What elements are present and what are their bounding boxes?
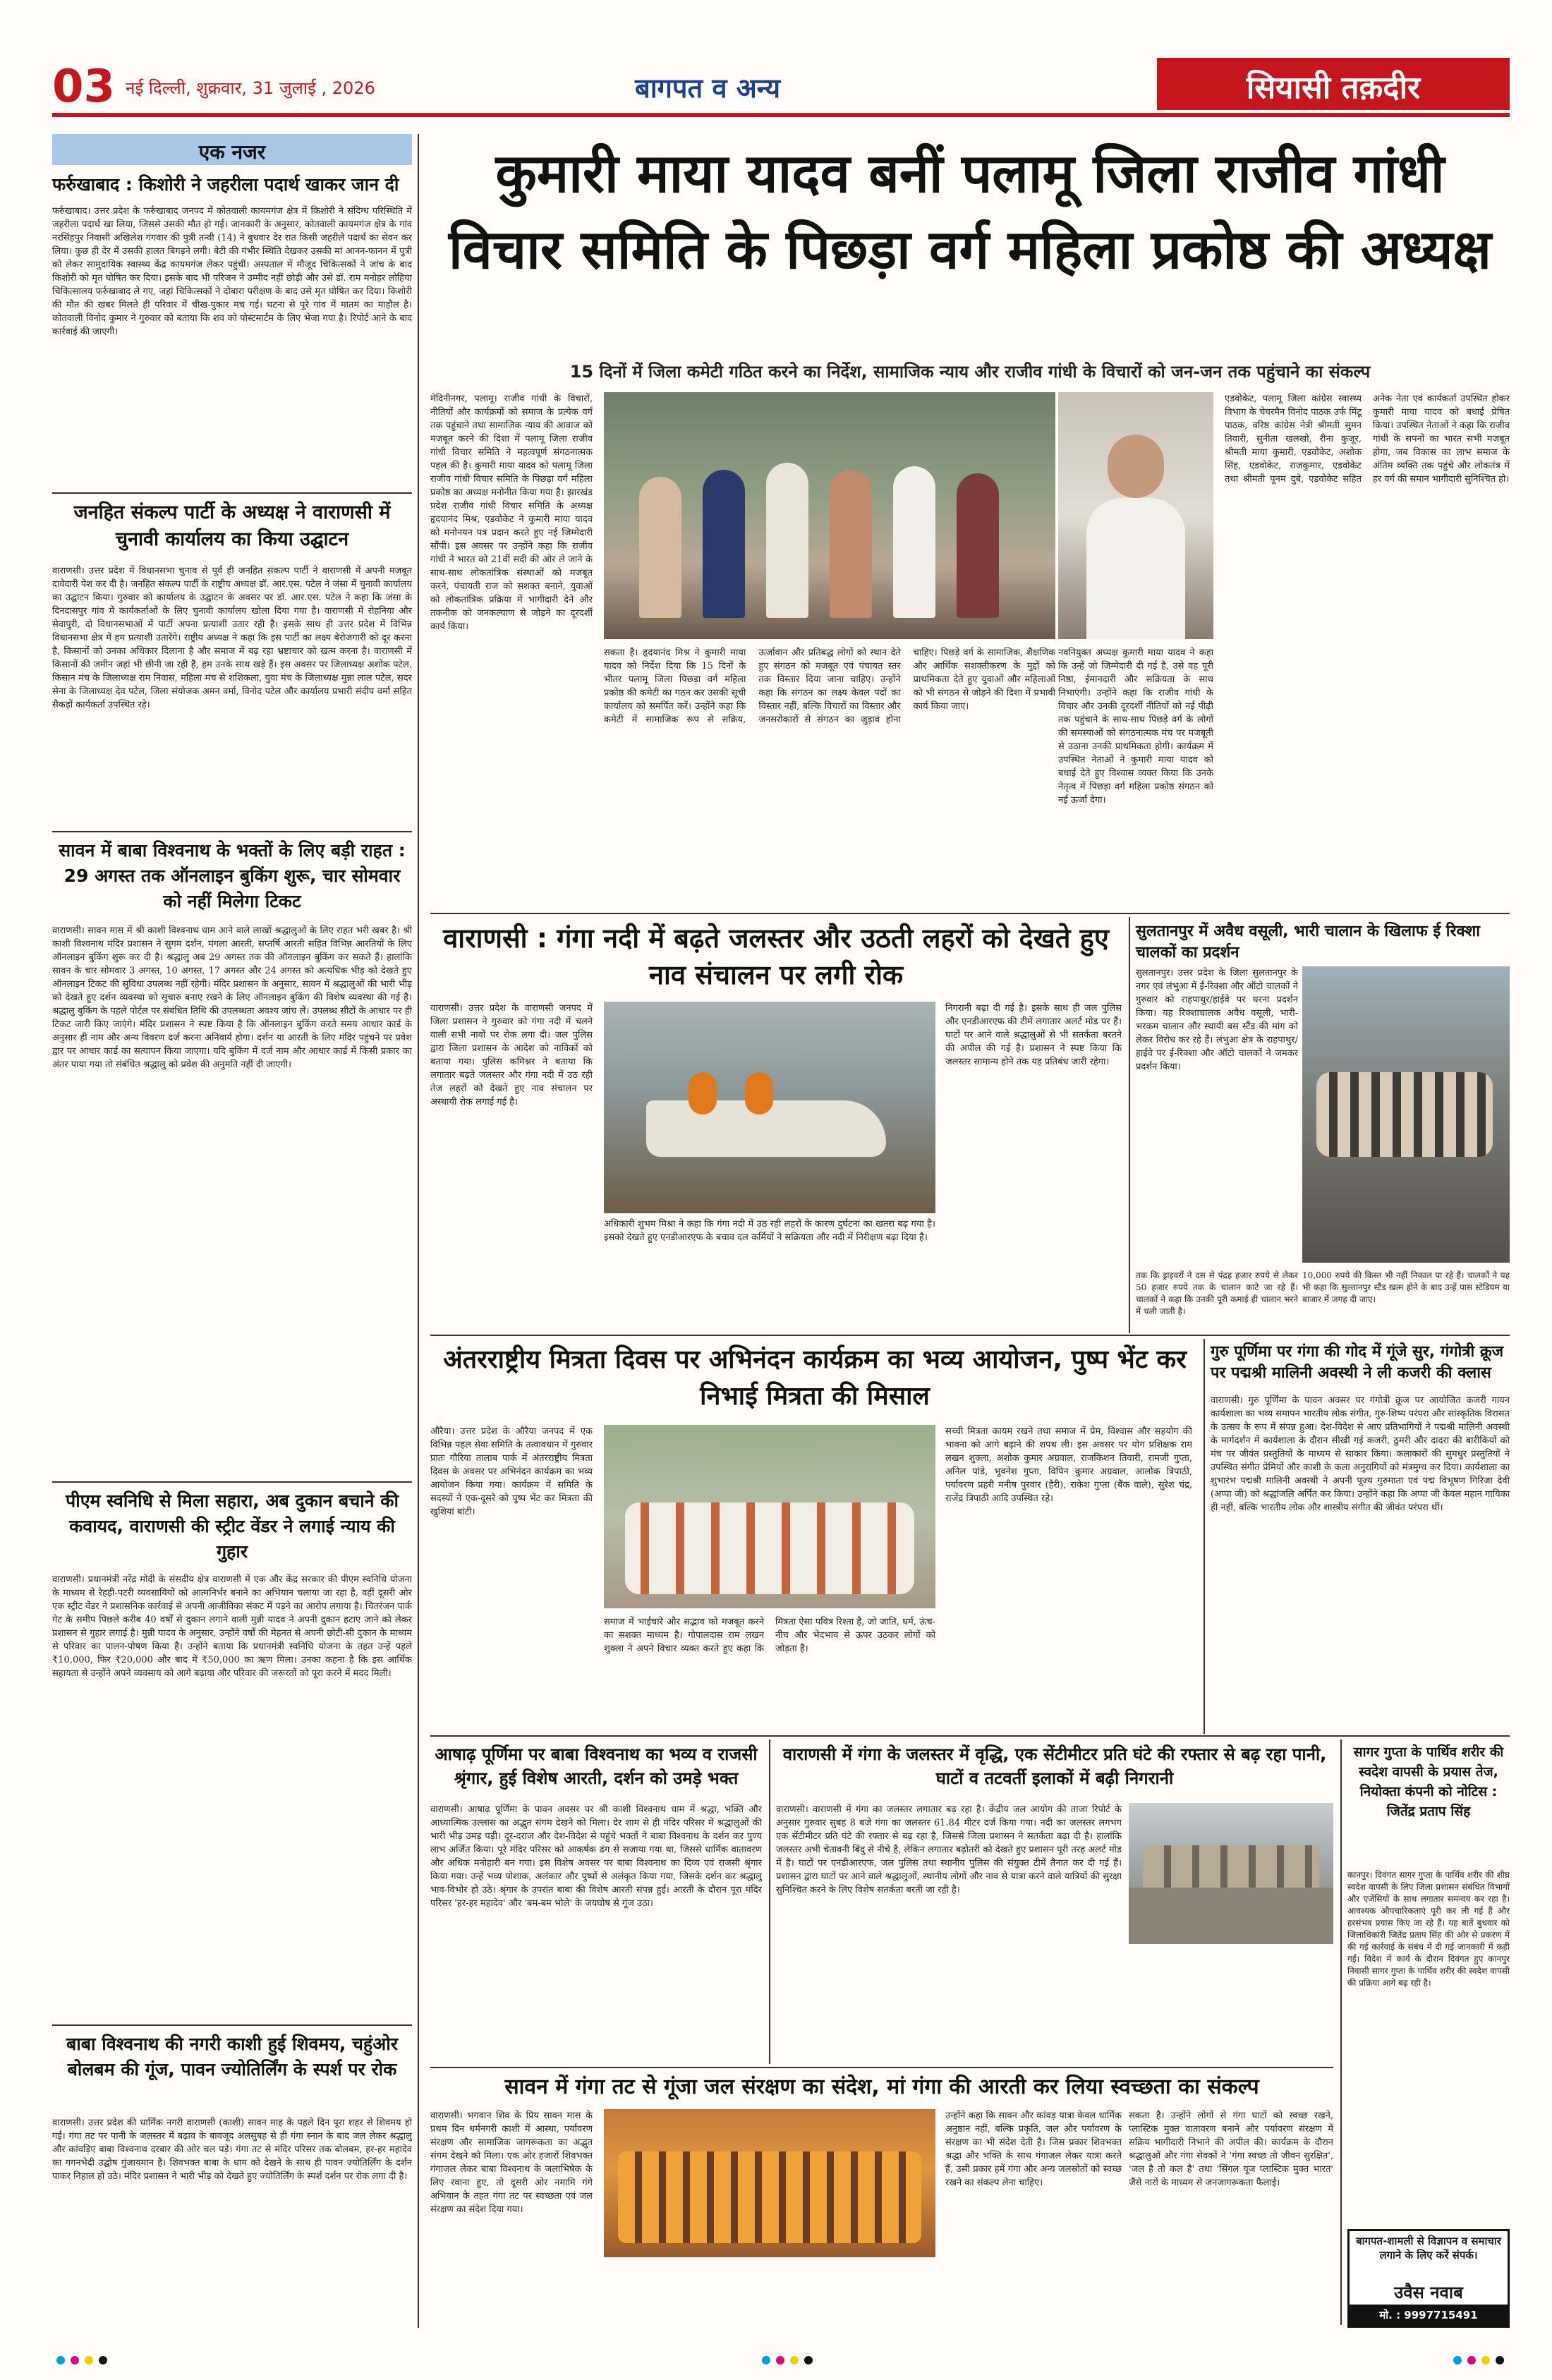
ganga-boat-headline: वाराणसी : गंगा नदी में बढ़ते जलस्तर और उठती लहरों को देखते हुए नाव संचालन पर लगी रोक [443,923,1109,990]
sawan-photo [604,2109,935,2257]
contact-text: बागपत-शामली से विज्ञापन व समाचार लगाने के लिए करें संपर्क। [1356,2235,1501,2261]
column-divider [1204,1339,1205,1734]
column-divider [769,1740,770,2064]
ganga-level-body: वाराणसी। वाराणसी में गंगा का जलस्तर लगातार बढ़ रहा है। केंद्रीय जल आयोग की ताजा रिपोर्ट के अनुसार गुरुवार सुबह 8 बजे गंगा का जलस्तर 61.84 मीटर दर्ज किया गया। नदी का जलस्तर लगभग एक सेंटीमीटर प्रति घंटे की रफ्तार से बढ़ रहा है, जिससे जिला प्रशासन ने सतर्कता बढ़ा दी है। हालांकि जलस्तर अभी चेतावनी बिंदु से नीचे है, लेकिन लगातार बढ़ोतरी को देखते हुए प्रशासन पूरी तरह अलर्ट मोड में है। घाटों पर एनडीआरएफ, जल पुलिस तथा स्थानीय पुलिस की संयुक्त टीमें तैनात कर दी गई हैं। प्रशासन द्वारा घाटों पर आने वाले श्रद्धालुओं, स्थानीय लोगों और नाव से यात्रा करने वाले यात्रियों की सुरक्षा सुनिश्चित करने के लिए विशेष सतर्कता बरती जा रही है। [776,1804,1122,1895]
ek-nazar-label: एक नजर [198,140,266,164]
lead-photo [604,392,1055,639]
story-headline: बाबा विश्वनाथ की नगरी काशी हुई शिवमय, चहुंओर बोलबम की गूंज, पावन ज्योतिर्लिंग के स्पर्श पर रोक [66,2034,398,2080]
mitrata-body-2: सच्ची मित्रता कायम रखने तथा समाज में प्रेम, विश्वास और सहयोग की भावना को आगे बढ़ाने की शपथ ली। इस अवसर पर योग प्रशिक्षक राम लखन शुक्ला, अशोक कुमार अग्रवाल, राजकिशन तिवारी, रामजी गुप्ता, अनिल पांडे, भुवनेश गुप्ता, विपिन कुमार अग्रवाल, आलोक त्रिपाठी, पर्यावरण प्रहरी मनीष पुरवार (हैरी), राकेश गुप्ता (बैंक वाले), सुरेश चंद्र, राजेंद्र त्रिपाठी आदि उपस्थित रहे। [945,1426,1192,1504]
sultanpur-body-1: सुलतानपुर। उत्तर प्रदेश के जिला सुलतानपुर के नगर एवं लंभुआ में ई-रिक्शा और ऑटो चालकों ने गुरुवार को राहपाथुर/हाईवे पर धरना प्रदर्शन किया। यह रिक्शाचालक अवैध वसूली, भारी-भरकम चालान और स्थायी बस स्टैंड की मांग को लेकर विरोध कर रहे हैं। लंभुआ क्षेत्र के राहपाथुर/हाईवे पर ई-रिक्शा और ऑटो चालकों ने जमकर प्रदर्शन किया। [1136,968,1298,1072]
lead-headline-line1: कुमारी माया यादव बनीं पलामू जिला राजीव गांधी [495,142,1445,205]
ganga-boat-body-1: वाराणसी। उत्तर प्रदेश के वाराणसी जनपद में जिला प्रशासन ने गुरुवार को गंगा नदी में चलने वाली सभी नावों पर रोक लगा दी। जल पुलिस द्वारा जिला प्रशासन के आदेश को नाविकों को बताया गया। पुलिस कमिश्नर ने बताया कि लगातार बढ़ते जलस्तर और गंगा नदी में उठ रही तेज लहरों को देखते हुए नाव संचालन पर अस्थायी रोक लगाई गई है। [430,1003,593,1107]
lead-photo-portrait [1058,392,1213,639]
divider [52,831,412,832]
contact-box [1347,2229,1510,2328]
sawan-ganga-body-1: वाराणसी। भगवान शिव के प्रिय सावन मास के प्रथम दिन धर्मनगरी काशी में आस्था, पर्यावरण संरक्षण और सामाजिक जागरूकता का अद्भुत संगम देखने को मिला। एक ओर हजारों शिवभक्त गंगाजल लेकर बाबा विश्वनाथ के जलाभिषेक के लिए रवाना हुए, तो दूसरी ओर नमामि गंगे अभियान के तहत गंगा तट पर स्वच्छता एवं जल संरक्षण का संदेश दिया गया। [430,2111,593,2215]
ek-nazar-headline: फर्रुखाबाद : किशोरी ने जहरीला पदार्थ खाकर जान दी [52,174,399,195]
lead-col-2: सकता है। हृदयानंद मिश्र ने कुमारी माया यादव को निर्देश दिया कि 15 दिनों के भीतर पलामू जिला पिछड़ा वर्ग महिला प्रकोष्ठ की कमेटी का गठन कर उसकी सूची कार्यालय को समर्पित करें। उन्होंने कहा कि कमेटी में सामाजिक रूप से सक्रिय, ऊर्जावान और प्रतिबद्ध लोगों को स्थान देते हुए संगठन को मजबूत एवं पंचायत स्तर तक विस्तार दिया जाना चाहिए। उन्होंने कहा कि संगठन का लक्ष्य केवल पदों का विस्तार नहीं, बल्कि विचारों का विस्तार और जनसरोकारों से संगठन का जुड़ाव होना चाहिए। पिछड़े वर्ग के सामाजिक, शैक्षणिक और आर्थिक सशक्तीकरण के मुद्दों को प्राथमिकता देते हुए युवाओं और महिलाओं को भी संगठन से जोड़ने की दिशा में प्रभावी कार्य किया जाए। [604,648,1055,725]
ganga-level-headline: वाराणसी में गंगा के जलस्तर में वृद्धि, एक सेंटीमीटर प्रति घंटे की रफ्तार से बढ़ रहा पानी, घाटों व तटवर्ती इलाकों में बढ़ी निगरानी [782,1744,1327,1788]
lead-headline-line2: विचार समिति के पिछड़ा वर्ग महिला प्रकोष्ठ की अध्यक्ष [448,218,1492,281]
divider [52,2024,412,2026]
ashadh-headline: आषाढ़ पूर्णिमा पर बाबा विश्वनाथ का भव्य व राजसी श्रृंगार, हुई विशेष आरती, दर्शन को उमड़े भक्त [435,1744,758,1788]
story-headline: सावन में बाबा विश्वनाथ के भक्तों के लिए बड़ी राहत : 29 अगस्त तक ऑनलाइन बुकिंग शुरू, चार सोमवार को नहीं मिलेगा टिकट [59,840,406,911]
lead-col-3: नवनियुक्त अध्यक्ष कुमारी माया यादव ने कहा कि उन्हें जो जिम्मेदारी दी गई है, उसे वह पूरी निष्ठा, ईमानदारी और सक्रियता के साथ निभाएंगी। उन्होंने कहा कि राजीव गांधी के विचार और उनकी दूरदर्शी नीतियों को नई पीढ़ी तक पहुंचाने के साथ-साथ पिछड़े वर्ग के लोगों की समस्याओं को संगठनात्मक मंच पर मजबूती से उठाना उनकी प्राथमिकता होगी। कार्यक्रम में उपस्थित नेताओं ने कुमारी माया यादव को बधाई देते हुए विश्वास व्यक्त किया कि उनके नेतृत्व में पिछड़ा वर्ग महिला प्रकोष्ठ संगठन को नई ऊर्जा देगा। [1058,648,1213,806]
contact-mobile: मो. : 9997715491 [1350,2305,1508,2326]
story-body: वाराणसी। प्रधानमंत्री नरेंद्र मोदी के संसदीय क्षेत्र वाराणसी में एक और केंद्र सरकार की पीएम स्वनिधि योजना के माध्यम से रेहड़ी-पटरी व्यवसायियों को आत्मनिर्भर बनाने का अभियान चलाया जा रहा है, वहीं दूसरी ओर एक स्ट्रीट वेंडर ने प्रशासनिक कार्रवाई से अपनी आजीविका संकट में पड़ने का आरोप लगाया है। चितरंजन पार्क गेट के समीप पिछले करीब 40 वर्षों से दुकान लगाने वाली मुन्नी यादव ने अपनी दुकान हटाए जाने को लेकर प्रशासन से गुहार लगाई है। मुन्नी यादव के अनुसार, उन्होंने वर्षों की मेहनत से अपनी छोटी-सी दुकान के माध्यम से परिवार का पालन-पोषण किया है। उन्होंने बताया कि प्रधानमंत्री स्वनिधि योजना के तहत उन्हें पहले ₹10,000, फिर ₹20,000 और बाद में ₹50,000 का ऋण मिला। उनका कहना है कि इस आर्थिक सहायता से उन्होंने अपने व्यवसाय को आगे बढ़ाया और परिवार की जरूरतों को पूरा करने में मदद मिली। [52,1574,412,1679]
divider [52,1481,412,1483]
story-body: वाराणसी। उत्तर प्रदेश की धार्मिक नगरी वाराणसी (काशी) सावन माह के पहले दिन पूरा शहर से शिवमय हो गई। गंगा तट पर पानी के जलस्तर में बढ़ाव के बावजूद अलसुबह से ही गंगा स्नान के बाद जल लेकर श्रद्धालु और कांवड़िए बाबा विश्वनाथ दरबार की ओर चल पड़े। गंगा तट से मंदिर परिसर तक बोलबम, हर-हर महादेव का गगनभेदी उद्घोष गुंजायमान है। शिवभक्त बाबा के धाम को देखने के साथ ही पावन ज्योतिर्लिंग के दर्शन पाकर निहाल हो उठे। मंदिर प्रशासन ने भारी भीड़ को देखते हुए ज्योतिर्लिंग के स्पर्श दर्शन पर रोक लगा दी है। [52,2118,412,2182]
story-body: वाराणसी। सावन मास में श्री काशी विश्वनाथ धाम आने वाले लाखों श्रद्धालुओं के लिए राहत भरी खबर है। श्री काशी विश्वनाथ मंदिर प्रशासन ने सुगम दर्शन, मंगला आरती, सप्तर्षि आरती सहित विभिन्न आरतियों के लिए ऑनलाइन बुकिंग शुरू कर दी है। श्रद्धालु अब 29 अगस्त तक की ऑनलाइन बुकिंग कर सकते हैं। हालांकि सावन के चार सोमवार 3 अगस्त, 10 अगस्त, 17 अगस्त और 24 अगस्त को अत्यधिक भीड़ को देखते हुए ऑनलाइन टिकट की सुविधा उपलब्ध नहीं रहेगी। मंदिर प्रशासन के अनुसार, सावन में श्रद्धालुओं की भारी भीड़ को देखते हुए दर्शन व्यवस्था को सुचारु बनाए रखने के लिए ऑनलाइन बुकिंग की विशेष व्यवस्था की गई है। श्रद्धालु बुकिंग के पहले पोर्टल पर संबंधित तिथि की उपलब्धता अवश्य जांच लें। उपलब्ध सीटों के आधार पर ही टिकट जारी किए जाएंगे। मंदिर प्रशासन ने स्पष्ट किया है कि ऑनलाइन बुकिंग करते समय आधार कार्ड के अनुसार ही नाम और अन्य विवरण दर्ज करना अनिवार्य होगा। दर्शन या आरती के लिए मंदिर पहुंचने पर प्रवेश द्वार पर आधार कार्ड का सत्यापन किया जाएगा। यदि बुकिंग में दर्ज नाम और आधार कार्ड में किसी प्रकार का अंतर पाया गया तो संबंधित श्रद्धालु को प्रवेश की अनुमति नहीं दी जाएगी। [52,925,412,1070]
lead-strap: 15 दिनों में जिला कमेटी गठित करने का निर्देश, सामाजिक न्याय और राजीव गांधी के विचारों को जन-जन तक पहुंचाने का संकल्प [569,362,1371,382]
lead-col-1: मेदिनीनगर, पलामू। राजीव गांधी के विचारों, नीतियों और कार्यक्रमों को समाज के प्रत्येक वर्ग तक पहुंचाने तथा सामाजिक न्याय की आवाज को मजबूत करने की दिशा में पलामू जिला राजीव गांधी विचार समिति ने महत्वपूर्ण संगठनात्मक पहल की है। कुमारी माया यादव को पलामू जिला राजीव गांधी विचार समिति के पिछड़ा वर्ग महिला प्रकोष्ठ का अध्यक्ष मनोनीत किया गया है। झारखंड प्रदेश राजीव गांधी विचार समिति के अध्यक्ष हृदयानंद मिश्र, एडवोकेट ने कुमारी माया यादव को मनोनयन पत्र प्रदान करते हुए नई जिम्मेदारी सौंपी। इस अवसर पर उन्होंने कहा कि राजीव गांधी ने भारत को 21वीं सदी की ओर ले जाने के साथ-साथ लोकतांत्रिक संस्थाओं को मजबूत करने, पंचायती राज को सशक्त बनाने, युवाओं को लोकतांत्रिक प्रक्रिया में भागीदारी देने और तकनीक को जनकल्याण से जोड़ने का दूरदर्शी कार्य किया। [430,394,593,632]
ek-nazar-body: फर्रुखाबाद। उत्तर प्रदेश के फर्रुखाबाद जनपद में कोतवाली कायमगंज क्षेत्र में किशोरी ने संदिग्ध परिस्थिति में जहरीला पदार्थ खा लिया, जिससे उसकी मौत हो गई। जानकारी के अनुसार, कोतवाली कायमगंज क्षेत्र के गांव नरसिंहपुर निवासी अखिलेश गंगवार की पुत्री तन्वी (14) ने बुधवार देर रात किसी जहरीले पदार्थ का सेवन कर लिया। कुछ ही देर में उसकी हालत बिगड़ने लगी। बेटी की गंभीर स्थिति देखकर उसकी मां आनन-फानन में पुत्री को लेकर सामुदायिक स्वास्थ्य केंद्र कायमगंज लेकर पहुंचीं। अस्पताल में मौजूद चिकित्सकों ने जांच के बाद किशोरी को मृत घोषित कर दिया। इसके बाद भी परिजन ने उम्मीद नहीं छोड़ी और उसे डॉ. राम मनोहर लोहिया चिकित्सालय फर्रुखाबाद ले गए, जहां चिकित्सकों ने दोबारा परीक्षण के बाद उसे मृत घोषित कर दिया। किशोरी की मौत की खबर मिलते ही परिवार में चीख-पुकार मच गई। घटना से पूरे गांव में मातम का माहौल है। कोतवाली विनोद कुमार ने गुरुवार को बताया कि शव को पोस्टमार्टम के लिए भेजा गया है। रिपोर्ट आने के बाद कार्रवाई की जाएगी। [52,206,412,337]
story-body: वाराणसी। उत्तर प्रदेश में विधानसभा चुनाव से पूर्व ही जनहित संकल्प पार्टी ने वाराणसी में अपनी मजबूत दावेदारी पेश कर दी है। जनहित संकल्प पार्टी के राष्ट्रीय अध्यक्ष डॉ. आर.एस. पटेल ने जंसा में चुनावी कार्यालय का उद्घाटन किया। गुरुवार को कार्यालय के उद्घाटन के अवसर पर डॉ. आर.एस. पटेल ने कहा कि जंसा के दिनदासपुर गांव में कार्यकर्ताओं के लिए चुनावी कार्यालय खोला दिया गया है। वाराणसी में रोहनिया और सेवापुरी, दो विधानसभाओं में पार्टी अपना प्रत्याशी उतार रही है। इसके साथ ही उत्तर प्रदेश में विभिन्न विधानसभा क्षेत्र में हम प्रत्याशी उतारेंगे। राष्ट्रीय अध्यक्ष ने कहा कि इस पार्टी का लक्ष्य बेरोजगारी को दूर करना है, किसानों को उनका अधिकार दिलाना है और समाज में बढ़ रहा भ्रष्टाचार को खत्म करना है। वाराणसी में किसानों की जमीन जहां भी छीनी जा रही है, हम उनके साथ खड़े हैं। इस अवसर पर जिलाध्यक्ष अशोक पटेल, किसान मंच के जिलाध्यक्ष राम निवास, महिला मंच से शशिकला, युवा मंच के जिलाध्यक्ष मुन्ना लाल पटेल, सदर सेना के जिलाध्यक्ष देव पटेल, जिला संयोजक अमन वर्मा, विनोद पटेल और कार्यालय प्रभारी संदीप वर्मा सहित सैकड़ों कार्यकर्ता उपस्थित रहे। [52,566,412,710]
print-registration-marks [56,2353,1510,2367]
mitrata-photo [604,1425,935,1608]
ganga-boat-body-3: अधिकारी शुभम मिश्रा ने कहा कि गंगा नदी में उठ रही लहरों के कारण दुर्घटना का खतरा बढ़ गया है। इसको देखते हुए एनडीआरएफ के बचाव दल कर्मियों ने सक्रियता और नदी में निरीक्षण बढ़ा दिया है। [604,1219,935,1243]
story-headline: पीएम स्वनिधि से मिला सहारा, अब दुकान बचाने की कवायद, वाराणसी की स्ट्रीट वेंडर ने लगाई न्याय की गुहार [66,1490,399,1562]
mitrata-headline: अंतरराष्ट्रीय मित्रता दिवस पर अभिनंदन कार्यक्रम का भव्य आयोजन, पुष्प भेंट कर निभाई मित्रता की मिसाल [443,1345,1187,1411]
sultanpur-body-3: 10,000 रुपये की किस्त भी नहीं निकाल पा रहे हैं। चालकों ने यह भी कहा कि सुल्तानपुर स्टैंड खत्म होने के बाद उन्हें पास स्टेडियम या बाजार में जगह दी जाए। [1302,1270,1510,1304]
sultanpur-body-2: तक कि ड्राइवरों ने दस से पंद्रह हजार रुपये से लेकर 50 हजार रुपये तक के चालान काटे जा रहे हैं। चालकों ने कहा कि उनकी पूरी कमाई ही चालान भरने में चली जाती है। [1136,1270,1298,1316]
divider [430,1735,1510,1737]
divider [430,1335,1510,1336]
lead-col-4: एडवोकेट, पलामू जिला कांग्रेस स्वास्थ्य विभाग के चेयरमैन विनोद पाठक उर्फ मिंटू पाठक, वरिष्ठ कांग्रेस नेत्री श्रीमती सुमन तिवारी, सुनीता खलखो, रीना कुजूर, श्रीमती माया कुमारी, एडवोकेट, अशोक सिंह, एडवोकेट, राजकुमार, एडवोकेट तथा श्रीमती पूनम दुबे, एडवोकेट सहित अनेक नेता एवं कार्यकर्ता उपस्थित होकर कुमारी माया यादव को बधाई प्रेषित किया। उपस्थित नेताओं ने कहा कि राजीव गांधी के सपनों का भारत सभी मजबूत होगा, जब विकास का लाभ समाज के अंतिम व्यक्ति तक पहुंचे और लोकतंत्र में हर वर्ग की समान भागीदारी सुनिश्चित हो। [1225,394,1510,485]
masthead [0,0,1552,141]
protest-photo [1302,966,1510,1263]
mitrata-body-1: औरैया। उत्तर प्रदेश के औरैया जनपद में एक विभिन्न पहल सेवा समिति के तत्वावधान में गुरुवार प्रातः गौरिया तालाब पार्क में अंतरराष्ट्रीय मित्रता दिवस के अवसर पर अभिनंदन कार्यक्रम का भव्य आयोजन किया गया। कार्यक्रम में समिति के सदस्यों ने एक-दूसरे को पुष्प भेंट कर मित्रता की खुशियां बांटी। [430,1426,593,1517]
left-column [52,134,412,2321]
sawan-ganga-body-2: उन्होंने कहा कि सावन और कांवड़ यात्रा केवल धार्मिक अनुष्ठान नहीं, बल्कि प्रकृति, जल और पर्यावरण के संरक्षण का भी संदेश देती है। जिस प्रकार शिवभक्त श्रद्धा और भक्ति के साथ गंगाजल लेकर यात्रा करते हैं, उसी प्रकार हमें गंगा और अन्य जलस्रोतों को स्वच्छ रखने का संकल्प लेना चाहिए। [945,2111,1122,2188]
sultanpur-headline: सुलतानपुर में अवैध वसूली, भारी चालान के खिलाफ ई रिक्शा चालकों का प्रदर्शन [1136,923,1480,961]
guru-purnima-headline: गुरु पूर्णिमा पर गंगा की गोद में गूंजे सुर, गंगोत्री क्रूज पर पद्मश्री मालिनी अवस्थी ने ली कजरी की क्लास [1211,1343,1504,1382]
column-divider [1340,1740,1342,2325]
page-number: 03 [52,61,116,113]
ashadh-body: वाराणसी। आषाढ़ पूर्णिमा के पावन अवसर पर श्री काशी विश्वनाथ धाम में श्रद्धा, भक्ति और आध्यात्मिक उल्लास का अद्भुत संगम देखने को मिला। देर शाम से ही मंदिर परिसर में श्रद्धालुओं की भारी भीड़ उमड़ पड़ी। दूर-दराज और देश-विदेश से पहुंचे भक्तों ने बाबा विश्वनाथ के दर्शन कर पुण्य लाभ अर्जित किया। पूरे मंदिर परिसर को आकर्षक ढंग से सजाया गया था, जिससे धार्मिक वातावरण और अधिक मनोहारी बन गया। इस विशेष अवसर पर बाबा विश्वनाथ का दिव्य एवं राजसी श्रृंगार किया गया। उन्हें भव्य पोशाक, अलंकार और पुष्पों से अलंकृत किया गया, जिसके दर्शन कर श्रद्धालु भाव-विभोर हो उठे। श्रृंगार के उपरांत बाबा की विशेष आरती संपन्न हुई। आरती के दौरान पूरा मंदिर परिसर 'हर-हर महादेव' और 'बम-बम भोले' के जयघोष से गूंज उठा। [430,1804,762,1909]
column-divider [418,134,419,2328]
contact-name: उवैस नवाब [1394,2283,1463,2302]
section-banner-label: सियासी तक़दीर [1246,70,1421,106]
divider [430,913,1510,914]
column-divider [1129,917,1130,1333]
section-banner [1157,58,1510,110]
sawan-ganga-body-3: सकता है। उन्होंने लोगों से गंगा घाटों को स्वच्छ रखने, प्लास्टिक मुक्त वातावरण बनाने और पर्यावरण संरक्षण में सक्रिय भागीदारी निभाने की अपील की। कार्यक्रम के दौरान श्रद्धालुओं और गंगा सेवकों ने 'गंगा स्वच्छ तो जीवन सुरक्षित', 'जल है तो कल है' तथा 'सिंगल यूज प्लास्टिक मुक्त भारत' जैसे नारों के माध्यम से जनजागरूकता फैलाई। [1129,2111,1333,2188]
guru-purnima-body: वाराणसी। गुरु पूर्णिमा के पावन अवसर पर गंगोत्री क्रूज पर आयोजित कजरी गायन कार्यशाला का भव्य समापन भारतीय लोक संगीत, गुरु-शिष्य परंपरा और सांस्कृतिक विरासत के उत्सव के रूप में संपन्न हुआ। देश-विदेश से आए प्रतिभागियों ने पद्मश्री मालिनी अवस्थी के मार्गदर्शन में कार्यशाला के दौरान सीखी गई कजरी, ठुमरी और दादरा की बारीकियों को मंच पर जीवंत प्रस्तुतियों के माध्यम से साकार किया। कलाकारों की सुमधुर प्रस्तुतियों ने उपस्थित संगीत प्रेमियों और काशी के कला अनुरागियों को मंत्रमुग्ध कर दिया। कार्यशाला का शुभारंभ पद्मश्री मालिनी अवस्थी ने अपनी पूज्य गुरुमाता एवं पद्म विभूषण गिरिजा देवी (अप्पा जी) को श्रद्धांजलि अर्पित कर किया। उन्होंने कहा कि अप्पा जी केवल महान गायिका ही नहीं, बल्कि भारतीय लोक और शास्त्रीय संगीत की जीवंत परंपरा थीं। [1211,1395,1510,1513]
sawan-ganga-headline: सावन में गंगा तट से गूंजा जल संरक्षण का संदेश, मां गंगा की आरती कर लिया स्वच्छता का संकल्प [504,2075,1259,2099]
ganga-boat-body-2: निगरानी बढ़ा दी गई है। इसके साथ ही जल पुलिस और एनडीआरएफ की टीमें लगातार अलर्ट मोड पर हैं। घाटों पर आने वाले श्रद्धालुओं से भी सतर्कता बरतने की अपील की गई है। प्रशासन ने स्पष्ट किया कि जलस्तर सामान्य होने तक यह प्रतिबंध जारी रहेगा। [945,1003,1122,1067]
divider [430,2067,1333,2068]
story-headline: जनहित संकल्प पार्टी के अध्यक्ष ने वाराणसी में चुनावी कार्यालय का किया उद्घाटन [73,502,391,550]
boat-photo [604,1002,935,1213]
ek-nazar-label-box [52,134,412,165]
mitrata-body-3: समाज में भाईचारे और सद्भाव को मजबूत करने का सशक्त माध्यम है। गोपालदास राम लखन शुक्ला ने अपने विचार व्यक्त करते हुए कहा कि मित्रता ऐसा पवित्र रिश्ता है, जो जाति, धर्म, ऊंच-नीच और भेदभाव से ऊपर उठकर लोगों को जोड़ता है। [604,1617,935,1654]
divider [52,492,412,494]
sagar-body: कानपुर। दिवंगत सागर गुप्ता के पार्थिव शरीर की शीघ्र स्वदेश वापसी के लिए जिला प्रशासन संबंधित विभागों और एजेंसियों के साथ लगातार समन्वय कर रहा है। आवश्यक औपचारिकताएं पूरी कर ली गई हैं और हरसंभव प्रयास किए जा रहे हैं। यह बातें बुधवार को जिलाधिकारी जितेंद्र प्रताप सिंह की ओर से प्रकरण में की गई कार्रवाई के संबंध में दी गई जानकारी में कही गईं। विदेश में कार्य के दौरान दिवंगत हुए कानपुर निवासी सागर गुप्ता के पार्थिव शरीर की स्वदेश वापसी की प्रक्रिया आगे बढ़ रही है। [1347,1870,1510,1988]
sagar-headline: सागर गुप्ता के पार्थिव शरीर की स्वदेश वापसी के प्रयास तेज, नियोक्ता कंपनी को नोटिस : जितेंद्र प्रताप सिंह [1353,1744,1504,1819]
ganga-level-photo [1129,1803,1333,1944]
masthead-rule [52,113,1510,117]
dateline: नई दिल्ली, शुक्रवार, 31 जुलाई , 2026 [126,78,375,98]
section-name: बागपत व अन्य [635,73,781,104]
